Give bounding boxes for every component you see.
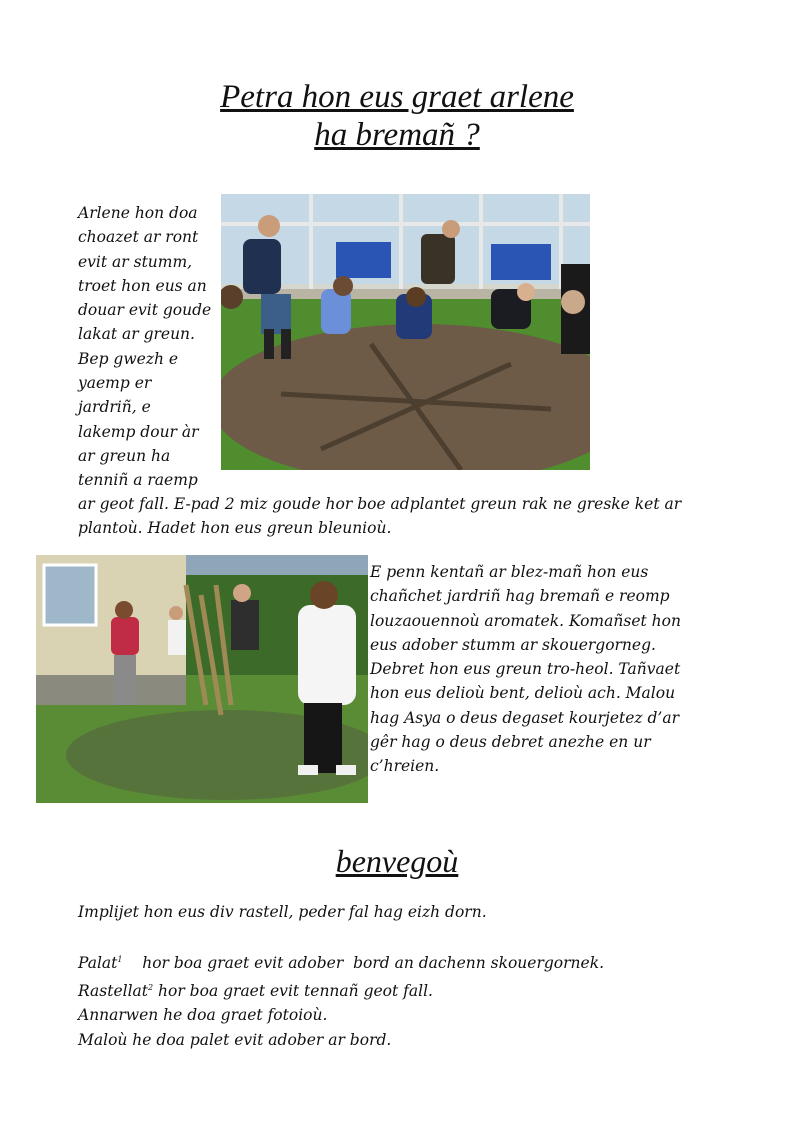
section1-left-line: Bep gwezh e bbox=[78, 349, 179, 368]
section1-left-line: Arlene hon doa bbox=[78, 204, 198, 222]
section2-line: eus adober stumm ar skouergorneg. bbox=[370, 635, 656, 654]
tools-item-2-rest: hor boa graet evit tennañ geot fall. bbox=[153, 981, 433, 1000]
section1-full-line: plantoù. Hadet hon eus greun bleunioù. bbox=[78, 519, 392, 538]
section3-text-block bbox=[78, 900, 738, 1052]
section1-left-line: choazet ar ront bbox=[78, 228, 199, 247]
tools-item-2-word: Rastellat bbox=[78, 981, 149, 1000]
section1-left-line: douar evit goude bbox=[78, 301, 212, 320]
section1-left-column bbox=[78, 201, 223, 493]
tools-intro: Implijet hon eus div rastell, peder fal hag eizh dorn. bbox=[78, 903, 487, 921]
footnote-marker-1: 1 bbox=[117, 955, 123, 965]
section2-line: c’hreien. bbox=[370, 757, 440, 776]
section1-left-line: ar greun ha bbox=[78, 446, 171, 465]
title-line-1: Petra hon eus graet arlene bbox=[220, 79, 574, 115]
tools-heading-text: benvegoù bbox=[335, 843, 459, 879]
garden-photo-1 bbox=[221, 194, 590, 470]
section1-left-line: troet hon eus an bbox=[78, 276, 207, 295]
section2-line: louzaouennoù aromatek. Komañset hon bbox=[370, 611, 681, 630]
title-line-2: ha bremañ ? bbox=[314, 117, 480, 153]
section2-text-block bbox=[370, 560, 718, 779]
section1-full-width bbox=[78, 492, 728, 541]
tools-item-1-word: Palat bbox=[78, 954, 118, 973]
section2-line: hag Asya o deus degaset kourjetez d’ar bbox=[370, 708, 679, 727]
section2-line: hon eus delioù bent, delioù ach. Malou bbox=[370, 684, 676, 703]
section1-left-line: lakat ar greun. bbox=[78, 325, 195, 344]
section1-left-line: tenniñ a raemp bbox=[78, 471, 198, 490]
footnote-marker-2: 2 bbox=[148, 982, 154, 992]
section1-full-line: ar geot fall. E-pad 2 miz goude hor boe adplantet greun rak ne greske ket ar bbox=[78, 495, 682, 513]
section1-left-text bbox=[78, 201, 223, 493]
section2-line: chañchet jardriñ hag bremañ e reomp bbox=[370, 587, 670, 606]
section2-line: E penn kentañ ar blez-mañ hon eus bbox=[370, 563, 649, 581]
section1-left-line: yaemp er bbox=[78, 374, 152, 393]
tools-item-1 bbox=[78, 948, 738, 975]
section2-line: gêr hag o deus debret anezhe en ur bbox=[370, 733, 651, 752]
tools-item-1-rest: hor boa graet evit adober bord an dachenn skouergornek. bbox=[122, 954, 605, 973]
section2-text bbox=[370, 560, 718, 779]
tools-heading bbox=[0, 842, 794, 880]
tools-item-2 bbox=[78, 976, 738, 1003]
tools-line-1: Annarwen he doa graet fotoioù. bbox=[78, 1006, 328, 1025]
section1-full-text bbox=[78, 492, 728, 541]
tools-line-2: Maloù he doa palet evit adober ar bord. bbox=[78, 1030, 392, 1049]
section1-left-line: evit ar stumm, bbox=[78, 252, 193, 271]
section1-left-line: jardriñ, e bbox=[78, 398, 151, 417]
section2-line: Debret hon eus greun tro-heol. Tañvaet bbox=[370, 660, 681, 679]
section1-left-line: lakemp dour àr bbox=[78, 422, 199, 441]
page-title bbox=[0, 78, 794, 154]
garden-photo-2 bbox=[36, 555, 368, 803]
